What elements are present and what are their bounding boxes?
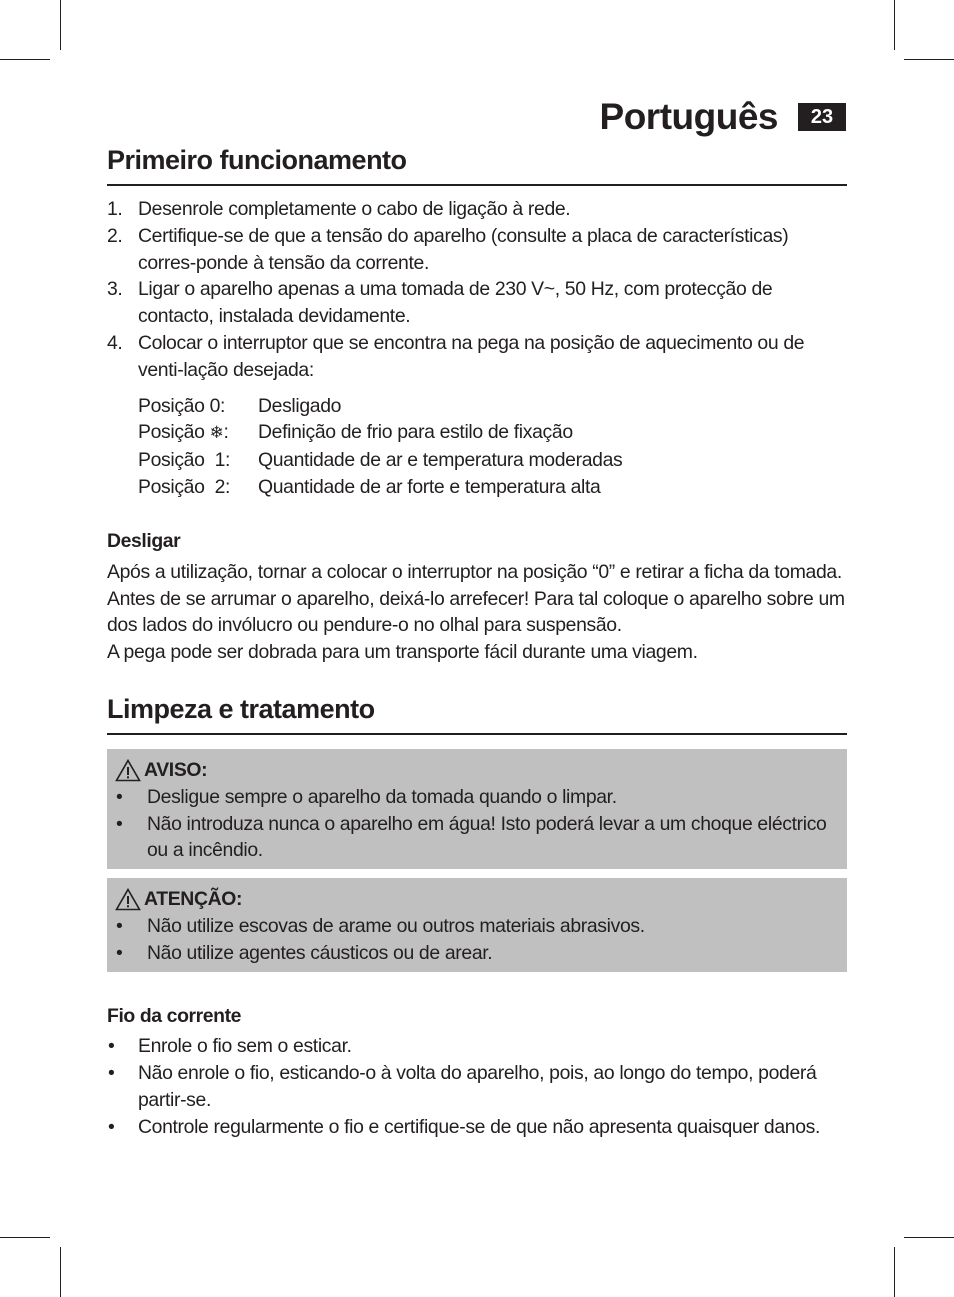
position-label (138, 419, 258, 447)
crop-mark (60, 0, 61, 50)
position-row (138, 447, 847, 474)
caution-label: ATENÇÃO: (144, 888, 243, 911)
page-header (600, 96, 846, 138)
step-text: Colocar o interruptor que se encontra na pega na posição de aquecimento ou de venti-lação desejada: (138, 331, 805, 381)
page-number: 23 (798, 103, 846, 131)
warning-box (107, 749, 847, 869)
position-row (138, 419, 847, 447)
list-item (107, 1114, 847, 1141)
crop-mark (894, 0, 895, 50)
list-item (107, 811, 847, 865)
crop-mark (904, 59, 954, 60)
list-item-text: Não utilize escovas de arame ou outros materiais abrasivos. (147, 914, 645, 937)
bullet: • (108, 1062, 115, 1085)
section-limpeza (107, 691, 847, 1141)
subheading: Fio da corrente (107, 1004, 242, 1027)
paragraph: Após a utilização, tornar a colocar o interruptor na posição “0” e retirar a ficha da tomada. (107, 560, 842, 583)
section-title: Primeiro funcionamento (107, 142, 847, 186)
position-desc: Definição de frio para estilo de fixação (258, 421, 573, 444)
position-desc: Desligado (258, 394, 342, 417)
warning-label: AVISO: (144, 759, 208, 781)
step-text: Certifique-se de que a tensão do aparelho (consulte a placa de características) corres-ponde à tensão da corrente. (138, 224, 789, 274)
position-label-suffix: : (223, 421, 229, 444)
position-desc: Quantidade de ar forte e temperatura alta (258, 475, 601, 498)
caution-list (107, 913, 847, 967)
positions-table (138, 393, 847, 501)
step-text: Ligar o aparelho apenas a uma tomada de 230 V~, 50 Hz, com protecção de contacto, instalada devidamente. (138, 278, 773, 328)
crop-mark (0, 1237, 50, 1238)
position-label: Posição 0: (138, 394, 226, 417)
position-label: Posição 2: (138, 475, 231, 498)
list-item-text: Controle regularmente o fio e certifique-se de que não apresenta quaisquer danos. (138, 1115, 821, 1138)
cord-list (107, 1033, 847, 1140)
crop-mark (894, 1247, 895, 1297)
step-text: Desenrole completamente o cabo de ligação à rede. (138, 198, 571, 220)
list-item (107, 913, 847, 940)
steps-list (107, 196, 847, 384)
list-item (107, 223, 847, 277)
list-item-text: Não introduza nunca o aparelho em água! Isto poderá levar a um choque eléctrico ou a incêndio. (147, 812, 827, 862)
language-title: Português (599, 96, 778, 137)
position-row (138, 474, 847, 501)
position-label: Posição 1: (138, 449, 231, 472)
section-primeiro-funcionamento (107, 142, 847, 501)
list-item-text: Desligue sempre o aparelho da tomada quando o limpar. (147, 785, 617, 808)
bullet: • (116, 914, 123, 937)
list-item-text: Não enrole o fio, esticando-o à volta do aparelho, pois, ao longo do tempo, poderá partir-se. (138, 1062, 817, 1111)
step-number: 4. (107, 331, 123, 354)
snowflake-icon: ❄ (209, 423, 224, 443)
list-item-text: Não utilize agentes cáusticos ou de arear. (147, 941, 493, 964)
paragraph: Antes de se arrumar o aparelho, deixá-lo arrefecer! Para tal coloque o aparelho sobre um dos lados do invólucro ou pendure-o no olhal para suspensão. (107, 587, 845, 637)
step-number: 1. (107, 198, 123, 220)
list-item (107, 1033, 847, 1060)
bullet: • (108, 1115, 115, 1138)
position-row (138, 393, 847, 420)
paragraph: A pega pode ser dobrada para um transporte fácil durante uma viagem. (107, 641, 698, 664)
bullet: • (116, 785, 123, 808)
warning-icon (115, 888, 141, 911)
section-title: Limpeza e tratamento (107, 691, 847, 735)
caution-box (107, 878, 847, 971)
subheading: Desligar (107, 530, 181, 552)
step-number: 3. (107, 278, 123, 301)
position-label-prefix: Posição (138, 421, 210, 444)
list-item (107, 276, 847, 330)
bullet: • (116, 812, 123, 835)
list-item (107, 1060, 847, 1114)
section-desligar (107, 528, 847, 666)
warning-icon (115, 759, 141, 782)
list-item (107, 330, 847, 384)
position-desc: Quantidade de ar e temperatura moderadas (258, 449, 623, 472)
crop-mark (0, 59, 50, 60)
list-item (107, 940, 847, 967)
bullet: • (108, 1035, 115, 1058)
step-number: 2. (107, 224, 123, 247)
caution-title (107, 886, 847, 913)
warning-list (107, 784, 847, 864)
crop-mark (60, 1247, 61, 1297)
list-item (107, 784, 847, 811)
warning-title (107, 757, 847, 784)
list-item (107, 196, 847, 223)
list-item-text: Enrole o fio sem o esticar. (138, 1035, 352, 1058)
crop-mark (904, 1237, 954, 1238)
bullet: • (116, 941, 123, 964)
